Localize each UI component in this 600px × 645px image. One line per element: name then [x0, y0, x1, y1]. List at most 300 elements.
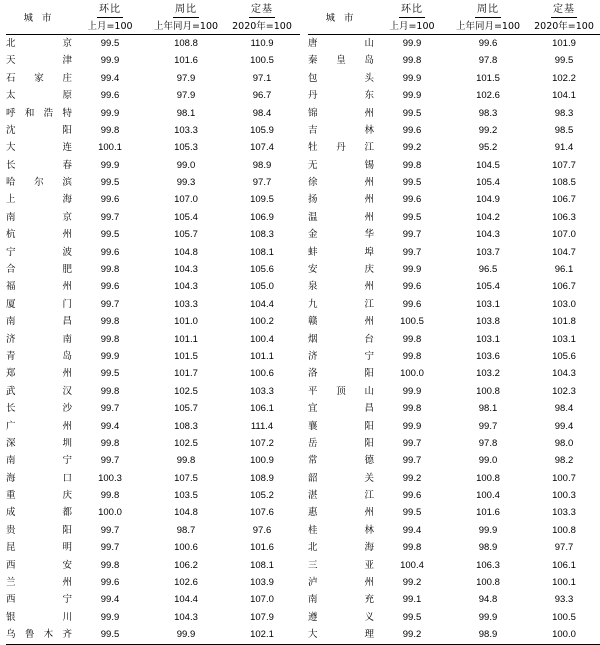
value-base: 97.7 — [554, 542, 574, 554]
value-mom: 99.9 — [100, 55, 120, 67]
value-base: 105.2 — [250, 490, 274, 502]
value-mom: 99.8 — [100, 385, 120, 397]
value-mom: 99.6 — [100, 90, 120, 102]
column-spacer — [300, 226, 308, 243]
value-base: 103.9 — [250, 577, 274, 589]
value-yoy: 103.5 — [174, 490, 198, 502]
table-row — [6, 365, 600, 382]
column-spacer — [300, 487, 308, 504]
value-yoy: 106.2 — [174, 559, 198, 571]
value-base: 108.1 — [250, 246, 274, 258]
column-spacer — [300, 435, 308, 452]
value-yoy: 102.5 — [174, 437, 198, 449]
value-base: 101.1 — [250, 350, 274, 362]
header-group-left-0 — [72, 4, 148, 19]
value-yoy: 99.9 — [148, 626, 224, 644]
city-name: 哈尔滨 — [6, 177, 72, 189]
value-base: 102.1 — [224, 626, 300, 644]
value-yoy: 100.6 — [174, 542, 198, 554]
city-name: 三亚 — [308, 559, 374, 571]
value-mom: 99.7 — [402, 229, 422, 241]
value-base: 98.0 — [554, 437, 574, 449]
column-spacer — [300, 87, 308, 104]
value-base: 108.9 — [250, 472, 274, 484]
value-yoy: 98.1 — [478, 403, 498, 415]
city-name: 唐山 — [308, 37, 374, 49]
value-mom: 99.5 — [72, 626, 148, 644]
column-spacer — [300, 35, 308, 53]
city-name: 南充 — [308, 594, 374, 606]
city-name: 沈阳 — [6, 124, 72, 136]
value-mom: 100.0 — [98, 507, 122, 519]
value-base: 91.4 — [554, 142, 574, 154]
value-mom: 99.6 — [100, 577, 120, 589]
value-mom: 99.9 — [100, 611, 120, 623]
header-sub-label: 上年同月=100 — [455, 20, 521, 32]
value-mom: 99.9 — [402, 264, 422, 276]
table-row — [6, 383, 600, 400]
city-name: 秦皇岛 — [308, 55, 374, 67]
value-yoy: 103.1 — [476, 298, 500, 310]
value-base: 98.2 — [554, 455, 574, 467]
header-group-title: 定基 — [551, 5, 577, 18]
table-row — [6, 296, 600, 313]
value-base: 104.7 — [552, 246, 576, 258]
city-name: 常德 — [308, 455, 374, 467]
table-row — [6, 157, 600, 174]
header-group-title: 环比 — [97, 5, 123, 18]
value-mom: 99.8 — [100, 124, 120, 136]
column-spacer — [300, 348, 308, 365]
value-base: 100.8 — [552, 524, 576, 536]
value-base: 100.5 — [552, 611, 576, 623]
value-yoy: 103.7 — [476, 246, 500, 258]
value-yoy: 108.3 — [174, 420, 198, 432]
header-sub-label: 上月=100 — [87, 20, 133, 32]
value-yoy: 102.5 — [174, 385, 198, 397]
value-mom: 99.8 — [100, 264, 120, 276]
value-yoy: 103.1 — [476, 333, 500, 345]
value-yoy: 104.5 — [476, 159, 500, 171]
value-base: 100.3 — [552, 490, 576, 502]
value-yoy: 99.9 — [478, 524, 498, 536]
column-spacer — [300, 365, 308, 382]
header-group-right-2 — [526, 4, 600, 19]
value-base: 101.6 — [250, 542, 274, 554]
column-spacer — [300, 209, 308, 226]
value-yoy: 99.8 — [176, 455, 196, 467]
value-yoy: 105.7 — [174, 229, 198, 241]
value-mom: 99.8 — [100, 437, 120, 449]
value-yoy: 97.8 — [478, 437, 498, 449]
value-base: 106.3 — [552, 211, 576, 223]
value-base: 100.5 — [250, 55, 274, 67]
city-name: 合肥 — [6, 264, 72, 276]
table-row — [6, 574, 600, 591]
column-spacer — [300, 609, 308, 626]
city-name: 成都 — [6, 507, 72, 519]
value-mom: 99.8 — [100, 559, 120, 571]
value-mom: 99.7 — [100, 211, 120, 223]
value-yoy: 104.3 — [476, 229, 500, 241]
value-mom: 99.7 — [100, 524, 120, 536]
value-base: 99.5 — [554, 55, 574, 67]
value-base: 97.1 — [252, 72, 272, 84]
value-yoy: 97.8 — [478, 55, 498, 67]
value-yoy: 103.6 — [476, 350, 500, 362]
value-mom: 99.5 — [402, 177, 422, 189]
value-mom: 99.5 — [100, 177, 120, 189]
table-row — [6, 522, 600, 539]
value-base: 108.1 — [250, 559, 274, 571]
value-mom: 99.6 — [402, 194, 422, 206]
value-yoy: 104.8 — [174, 246, 198, 258]
value-mom: 99.5 — [100, 37, 120, 49]
value-mom: 99.9 — [402, 420, 422, 432]
value-base: 105.0 — [250, 281, 274, 293]
table-row — [6, 139, 600, 156]
value-base: 107.6 — [250, 507, 274, 519]
column-spacer — [300, 313, 308, 330]
value-yoy: 100.8 — [476, 577, 500, 589]
value-yoy: 99.2 — [478, 124, 498, 136]
value-base: 104.4 — [250, 298, 274, 310]
value-base: 103.3 — [250, 385, 274, 397]
table-row — [6, 418, 600, 435]
value-mom: 99.2 — [402, 577, 422, 589]
city-name: 贵阳 — [6, 524, 72, 536]
table-row — [6, 278, 600, 295]
value-mom: 99.7 — [100, 542, 120, 554]
city-name: 呼和浩特 — [6, 107, 72, 119]
value-yoy: 104.3 — [174, 611, 198, 623]
header-group-title: 周比 — [475, 5, 501, 18]
value-yoy: 104.3 — [174, 264, 198, 276]
value-base: 109.5 — [250, 194, 274, 206]
value-base: 98.4 — [554, 403, 574, 415]
header-group-left-2 — [224, 4, 300, 19]
column-spacer — [300, 139, 308, 156]
column-spacer — [300, 244, 308, 261]
city-name: 北海 — [308, 542, 374, 554]
table-row — [6, 226, 600, 243]
city-name: 泸州 — [308, 577, 374, 589]
table-row — [6, 209, 600, 226]
city-name: 南昌 — [6, 316, 72, 328]
value-mom: 100.1 — [98, 142, 122, 154]
price-index-table — [6, 4, 600, 645]
city-name: 遵义 — [308, 611, 374, 623]
header-sub-label: 上年同月=100 — [153, 20, 219, 32]
value-base: 106.9 — [250, 211, 274, 223]
value-yoy: 105.4 — [476, 177, 500, 189]
value-yoy: 105.4 — [476, 281, 500, 293]
value-mom: 99.6 — [402, 124, 422, 136]
value-mom: 100.4 — [400, 559, 424, 571]
value-base: 100.1 — [552, 577, 576, 589]
header-group-left-1 — [148, 4, 224, 19]
header-sub-label: 2020年=100 — [232, 20, 292, 32]
value-mom: 99.2 — [402, 142, 422, 154]
column-spacer — [300, 278, 308, 295]
city-name: 温州 — [308, 211, 374, 223]
value-yoy: 106.3 — [476, 559, 500, 571]
value-yoy: 95.2 — [478, 142, 498, 154]
value-base: 111.4 — [250, 420, 274, 432]
city-name: 包头 — [308, 72, 374, 84]
value-yoy: 107.5 — [174, 472, 198, 484]
header-city-label-left: 城 市 — [6, 4, 72, 35]
value-yoy: 105.3 — [174, 142, 198, 154]
value-mom: 99.4 — [100, 72, 120, 84]
value-base: 99.4 — [554, 420, 574, 432]
city-name: 惠州 — [308, 507, 374, 519]
city-name: 宜昌 — [308, 403, 374, 415]
value-yoy: 105.7 — [174, 403, 198, 415]
column-spacer — [300, 400, 308, 417]
value-mom: 99.5 — [402, 611, 422, 623]
value-yoy: 100.4 — [476, 490, 500, 502]
city-name: 锦州 — [308, 107, 374, 119]
value-yoy: 98.1 — [176, 107, 196, 119]
table-row — [6, 331, 600, 348]
value-mom: 99.4 — [100, 594, 120, 606]
value-yoy: 98.3 — [478, 107, 498, 119]
value-mom: 99.5 — [100, 229, 120, 241]
city-name: 长沙 — [6, 403, 72, 415]
value-yoy: 100.8 — [476, 472, 500, 484]
column-spacer — [300, 105, 308, 122]
value-mom: 99.8 — [402, 333, 422, 345]
value-yoy: 102.6 — [476, 90, 500, 102]
city-name: 青岛 — [6, 350, 72, 362]
column-spacer — [300, 122, 308, 139]
value-mom: 99.6 — [402, 490, 422, 502]
table-row — [6, 52, 600, 69]
column-spacer — [300, 539, 308, 556]
value-yoy: 96.5 — [478, 264, 498, 276]
column-spacer — [300, 452, 308, 469]
column-spacer — [300, 574, 308, 591]
city-name: 武汉 — [6, 385, 72, 397]
value-base: 107.0 — [250, 594, 274, 606]
table-row — [6, 313, 600, 330]
value-mom: 100.5 — [400, 316, 424, 328]
column-spacer — [300, 505, 308, 522]
value-mom: 100.0 — [400, 368, 424, 380]
value-base: 107.9 — [250, 611, 274, 623]
city-name: 赣州 — [308, 316, 374, 328]
header-group-title: 周比 — [173, 5, 199, 18]
table-body — [6, 4, 600, 644]
value-base: 103.3 — [552, 507, 576, 519]
city-name: 安庆 — [308, 264, 374, 276]
value-base: 97.6 — [252, 524, 272, 536]
value-mom: 99.5 — [402, 507, 422, 519]
city-name: 北京 — [6, 37, 72, 49]
value-mom: 99.5 — [402, 107, 422, 119]
city-name: 蚌埠 — [308, 246, 374, 258]
table-row — [6, 244, 600, 261]
value-mom: 99.7 — [402, 455, 422, 467]
value-base: 100.0 — [526, 626, 600, 644]
value-base: 98.9 — [252, 159, 272, 171]
table-row — [6, 539, 600, 556]
value-base: 107.4 — [250, 142, 274, 154]
header-sub-left-0 — [72, 19, 148, 35]
value-base: 93.3 — [554, 594, 574, 606]
column-spacer — [300, 174, 308, 191]
city-name: 吉林 — [308, 124, 374, 136]
value-yoy: 99.6 — [478, 37, 498, 49]
value-yoy: 99.7 — [478, 420, 498, 432]
header-row-group — [6, 4, 600, 19]
value-base: 100.7 — [552, 472, 576, 484]
city-name: 广州 — [6, 420, 72, 432]
value-yoy: 101.7 — [174, 368, 198, 380]
city-name: 天津 — [6, 55, 72, 67]
header-sub-label: 上月=100 — [389, 20, 435, 32]
value-mom: 99.8 — [100, 333, 120, 345]
value-yoy: 99.0 — [176, 159, 196, 171]
city-name: 大连 — [6, 142, 72, 154]
value-yoy: 97.9 — [176, 72, 196, 84]
column-spacer — [300, 52, 308, 69]
column-spacer — [300, 470, 308, 487]
value-base: 104.3 — [552, 368, 576, 380]
city-name: 深圳 — [6, 437, 72, 449]
value-mom: 99.9 — [100, 159, 120, 171]
value-base: 98.5 — [554, 124, 574, 136]
value-mom: 99.7 — [402, 437, 422, 449]
city-name: 兰州 — [6, 577, 72, 589]
header-sub-label: 2020年=100 — [534, 20, 594, 32]
value-yoy: 104.3 — [174, 281, 198, 293]
city-name: 南宁 — [6, 455, 72, 467]
header-sub-left-2 — [224, 19, 300, 35]
value-base: 102.2 — [552, 72, 576, 84]
value-mom: 99.7 — [100, 298, 120, 310]
city-name: 扬州 — [308, 194, 374, 206]
value-yoy: 99.0 — [478, 455, 498, 467]
value-mom: 99.7 — [100, 455, 120, 467]
value-yoy: 103.8 — [476, 316, 500, 328]
value-mom: 99.4 — [100, 420, 120, 432]
value-mom: 99.6 — [100, 281, 120, 293]
city-name: 桂林 — [308, 524, 374, 536]
column-spacer — [300, 261, 308, 278]
table-row — [6, 505, 600, 522]
value-yoy: 103.3 — [174, 298, 198, 310]
table-row — [6, 557, 600, 574]
city-name: 太原 — [6, 90, 72, 102]
city-name: 金华 — [308, 229, 374, 241]
value-mom: 100.3 — [98, 472, 122, 484]
value-mom: 99.5 — [100, 368, 120, 380]
value-base: 105.9 — [250, 124, 274, 136]
city-name: 湛江 — [308, 490, 374, 502]
value-mom: 99.9 — [402, 37, 422, 49]
column-spacer — [300, 592, 308, 609]
value-base: 97.7 — [252, 177, 272, 189]
city-name: 岳阳 — [308, 437, 374, 449]
city-name: 厦门 — [6, 298, 72, 310]
value-base: 100.9 — [250, 455, 274, 467]
table-row — [6, 174, 600, 191]
table-row — [6, 105, 600, 122]
value-base: 110.9 — [250, 37, 274, 49]
header-sub-left-1 — [148, 19, 224, 35]
value-yoy: 103.3 — [174, 124, 198, 136]
value-base: 107.7 — [552, 159, 576, 171]
header-group-right-1 — [450, 4, 526, 19]
column-spacer — [300, 522, 308, 539]
value-base: 100.6 — [250, 368, 274, 380]
table-row — [6, 487, 600, 504]
value-yoy: 101.6 — [174, 55, 198, 67]
city-name: 襄阳 — [308, 420, 374, 432]
column-spacer — [300, 418, 308, 435]
value-base: 106.7 — [552, 281, 576, 293]
value-mom: 99.8 — [402, 403, 422, 415]
city-name: 大理 — [308, 626, 374, 644]
value-mom: 99.6 — [100, 194, 120, 206]
header-sub-right-1 — [450, 19, 526, 35]
value-base: 107.0 — [552, 229, 576, 241]
value-base: 100.4 — [250, 333, 274, 345]
value-mom: 99.8 — [402, 542, 422, 554]
value-yoy: 97.9 — [176, 90, 196, 102]
value-mom: 99.6 — [402, 281, 422, 293]
header-group-title: 定基 — [249, 5, 275, 18]
city-name: 牡丹江 — [308, 142, 374, 154]
city-name: 长春 — [6, 159, 72, 171]
value-mom: 99.8 — [100, 490, 120, 502]
value-base: 106.1 — [552, 559, 576, 571]
value-base: 101.9 — [552, 37, 576, 49]
value-base: 98.3 — [554, 107, 574, 119]
value-mom: 99.9 — [402, 385, 422, 397]
table-row — [6, 470, 600, 487]
city-name: 九江 — [308, 298, 374, 310]
city-name: 石家庄 — [6, 72, 72, 84]
column-spacer — [300, 70, 308, 87]
table-row — [6, 435, 600, 452]
value-yoy: 101.6 — [476, 507, 500, 519]
city-name: 重庆 — [6, 490, 72, 502]
value-yoy: 108.8 — [174, 37, 198, 49]
value-mom: 99.5 — [402, 211, 422, 223]
value-base: 101.8 — [552, 316, 576, 328]
table-row — [6, 592, 600, 609]
header-group-right-0 — [374, 4, 450, 19]
header-group-title: 环比 — [399, 5, 425, 18]
value-base: 104.1 — [552, 90, 576, 102]
table-row — [6, 261, 600, 278]
value-yoy: 100.8 — [476, 385, 500, 397]
value-mom: 99.8 — [402, 159, 422, 171]
value-base: 100.2 — [250, 316, 274, 328]
value-mom: 99.7 — [402, 246, 422, 258]
value-base: 105.6 — [552, 350, 576, 362]
column-spacer — [300, 383, 308, 400]
column-spacer — [300, 331, 308, 348]
value-mom: 99.9 — [402, 72, 422, 84]
city-name: 郑州 — [6, 368, 72, 380]
column-spacer — [300, 4, 308, 35]
value-yoy: 104.8 — [174, 507, 198, 519]
table-row — [6, 122, 600, 139]
